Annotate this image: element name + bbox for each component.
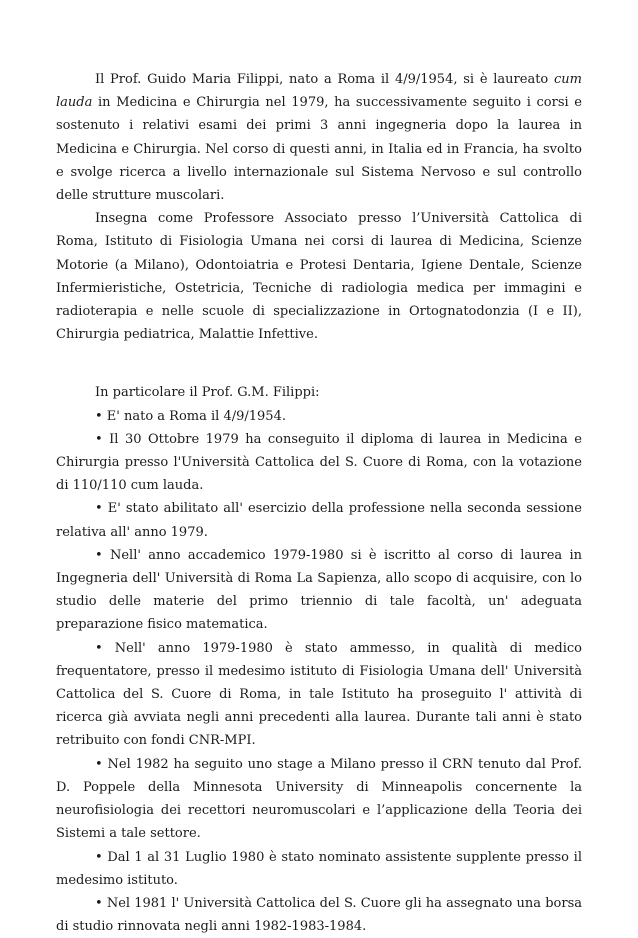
details-heading: In particolare il Prof. G.M. Filippi: xyxy=(95,385,320,401)
detail-item: • Dal 1 al 31 Luglio 1980 è stato nominato assistente supplente presso il medesimo istituto. xyxy=(56,849,582,888)
intro-italic-phrase: cum lauda xyxy=(56,72,582,111)
detail-item: • Nel 1982 ha seguito uno stage a Milano presso il CRN tenuto dal Prof. D. Poppele della Minnesota University di Minneapolis concernente la neurofisiologia dei recettori neuromuscolari e l’applicazione della Teoria dei Sistemi a tale settore. xyxy=(56,756,582,842)
intro-text-after: in Medicina e Chirurgia nel 1979, ha successivamente seguito i corsi e sostenuto i relativi esami dei primi 3 anni ingegneria dopo la laurea in Medicina e Chirurgia. Nel corso di questi anni, in Italia ed in Francia, ha svolto e svolge ricerca a livello internazionale sul Sistema Nervoso e sul controllo delle strutture muscolari. xyxy=(56,95,582,204)
detail-item: • Nel 1981 l' Università Cattolica del S. Cuore gli ha assegnato una borsa di studio rinnovata negli anni 1982-1983-1984. xyxy=(56,895,582,935)
intro-paragraph-2: Insegna come Professore Associato presso l’Università Cattolica di Roma, Istituto di Fisiologia Umana nei corsi di laurea di Medicina, Scienze Motorie (a Milano), Odontoiatria e Protesi Dentaria, Igiene Dentale, Scienze Infermieristiche, Ostetricia, Tecniche di radiologia medica per immagini e radioterapia e nelle scuole di specializzazione in Ortognatodonzia (I e II), Chirurgia pediatrica, Malattie Infettive. xyxy=(56,211,582,343)
detail-item: • Il 30 Ottobre 1979 ha conseguito il diploma di laurea in Medicina e Chirurgia presso l'Università Cattolica del S. Cuore di Roma, con la votazione di 110/110 cum lauda. xyxy=(56,431,582,494)
detail-item: • Nell' anno 1979-1980 è stato ammesso, in qualità di medico frequentatore, presso il medesimo istituto di Fisiologia Umana dell' Università Cattolica del S. Cuore di Roma, in tale Istituto ha proseguito l' attività di ricerca già avviata negli anni precedenti alla laurea. Durante tali anni è stato retribuito con fondi CNR-MPI. xyxy=(56,640,582,749)
section-spacer xyxy=(56,346,582,381)
detail-item: • E' nato a Roma il 4/9/1954. xyxy=(95,408,286,424)
detail-item: • E' stato abilitato all' esercizio della professione nella seconda sessione relativa all' anno 1979. xyxy=(56,501,582,540)
intro-text-before: Il Prof. Guido Maria Filippi, nato a Roma il 4/9/1954, si è laureato xyxy=(95,72,555,87)
intro-paragraph-1 xyxy=(56,68,582,207)
detail-item: • Nell' anno accademico 1979-1980 si è iscritto al corso di laurea in Ingegneria dell' Università di Roma La Sapienza, allo scopo di acquisire, con lo studio delle materie del primo triennio di tale facoltà, un' adeguata preparazione fisico matematica. xyxy=(56,547,582,633)
document-page xyxy=(56,68,582,938)
